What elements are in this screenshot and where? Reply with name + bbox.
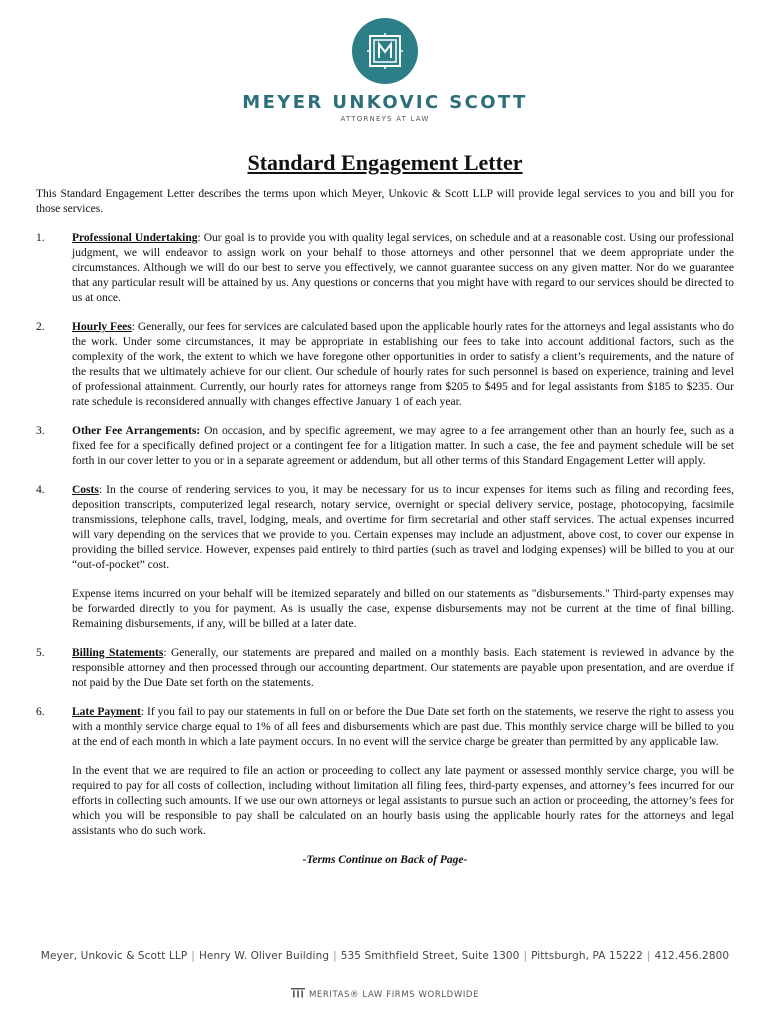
section-costs [36,483,734,632]
continue-note: -Terms Continue on Back of Page- [302,854,468,866]
section-heading: Professional Undertaking [72,232,198,244]
meritas-affiliation [0,988,770,1001]
footer-phone: 412.456.2800 [654,950,730,962]
section-number: 4. [36,484,45,496]
footer-separator: | [646,950,651,962]
section-heading: Other Fee Arrangements: [72,425,201,437]
section-text: On occasion, and by specific agreement, we may agree to a fee arrangement other than an hourly fee, such as a fixed fee for a specifically defined project or a contingent fee for a litigation matter. In such a case, the fee and payment schedule will be set forth in our cover letter to you or in a separate agreement or addendum, but all other terms of this Standard Engagement Letter will apply. [72,425,734,467]
address-footer [0,950,770,962]
footer-city: Pittsburgh, PA 15222 [531,950,643,962]
section-text: : If you fail to pay our statements in full on or before the Due Date set forth on the statements, we reserve the right to assess you with a monthly service charge equal to 1% of all fees and disbursements which are past due. This monthly service charge will be billed to you at the end of each month in which a late payment occurs. In no event will the service charge be greater than permitted by any applicable law. [72,706,734,748]
section-text: : Our goal is to provide you with quality legal services, on schedule and at a reasonable cost. Using our professional judgment, we will endeavor to assign work on your behalf to those attorneys and other personnel that we deem appropriate under the circumstances. Although we will do our best to serve you effectively, we cannot guarantee success on any given matter. Nor do we guarantee that any particular result will be attained by us. Any questions or concerns that you might have with regard to our services should be directed to us at once. [72,232,734,304]
section-number: 6. [36,706,45,718]
section-heading: Late Payment [72,706,141,718]
section-late-payment [36,705,734,839]
section-other-fee-arrangements [36,424,734,469]
footer-building: Henry W. Oliver Building [198,950,330,962]
meritas-text: MERITAS® LAW FIRMS WORLDWIDE [308,990,480,1000]
section-text: : Generally, our fees for services are calculated based upon the applicable hourly rates for the attorneys and legal assistants who do the work. Under some circumstances, it may be appropriate in establishing our fees to take into account additional factors, such as the complexity of the work, the extent to which we have foregone other opportunities in order to satisfy a client’s requirements, and the nature of the results that we ultimately achieve for our client. Our schedule of hourly rates for such personnel is based on experience, training and level of professional attainment. Currently, our hourly rates for attorneys range from $205 to $495 and for legal assistants from $185 to $235. Our rate schedule is reconsidered annually with changes effective January 1 of each year. [72,321,734,408]
footer-street: 535 Smithfield Street, Suite 1300 [340,950,520,962]
section-heading: Costs [72,484,99,496]
letterhead [0,18,770,123]
section-hourly-fees [36,320,734,410]
section-number: 5. [36,647,45,659]
firm-name: MEYER UNKOVIC SCOTT [242,92,528,113]
document-title: Standard Engagement Letter [247,150,523,175]
section-text: : In the course of rendering services to you, it may be necessary for us to incur expenses for items such as filing and recording fees, deposition transcripts, computerized legal research, notary service, overnight or special delivery service, postage, photocopying, facsimile transmissions, telephone calls, travel, lodging, meals, and overtime for firm secretarial and other staff services. The actual expenses incurred will vary depending on the services that we provide to you. Certain expenses may include an adjustment, above cost, to cover our expense in providing the billed service. However, expenses paid entirely to third parties (such as travel and lodging expenses) will be billed to you at our “out-of-pocket” cost. [72,484,734,571]
letter-body [36,187,734,868]
firm-subtitle: ATTORNEYS AT LAW [340,115,430,123]
section-text: : Generally, our statements are prepared and mailed on a monthly basis. Each statement is reviewed in advance by the responsible attorney and then processed through our accounting department. Our statements are payable upon presentation, and are overdue if not paid by the Due Date set forth on the statements. [72,647,734,689]
section-heading: Hourly Fees [72,321,132,333]
section-number: 2. [36,321,45,333]
section-heading: Billing Statements [72,647,164,659]
footer-separator: | [191,950,195,962]
meritas-logo-icon [291,988,305,1001]
footer-separator: | [333,950,337,962]
section-number: 3. [36,425,45,437]
section-extra-paragraph: In the event that we are required to file an action or proceeding to collect any late payment or assessed monthly service charge, you will be required to pay for all costs of collection, including without limitation all filing fees, third-party expenses, and attorney’s fees incurred for our efforts in collecting such amounts. If we use our own attorneys or legal assistants to pursue such an action or proceeding, the attorney’s fees for which you will be responsible to pay shall be calculated on an hourly basis using the applicable hourly rates for the attorneys and legal assistants who do such work. [72,765,734,837]
section-billing-statements [36,646,734,691]
footer-separator: | [523,950,528,962]
intro-paragraph: This Standard Engagement Letter describes the terms upon which Meyer, Unkovic & Scott LLP will provide legal services to you and bill you for those services. [36,188,734,215]
section-number: 1. [36,232,45,244]
firm-seal-logo [352,18,418,84]
section-extra-paragraph: Expense items incurred on your behalf will be itemized separately and billed on our statements as "disbursements." Third-party expenses may be forwarded directly to you for payment. As is usually the case, expense disbursements may not be current at the time of final billing. Remaining disbursements, if any, will be billed at a later date. [72,588,734,630]
footer-firm: Meyer, Unkovic & Scott LLP [40,950,188,962]
section-professional-undertaking [36,231,734,306]
